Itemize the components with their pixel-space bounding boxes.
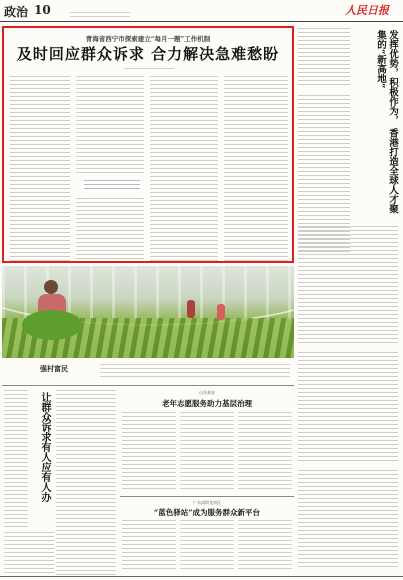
right-headline-line2: 香港打造全球人才聚集的“新高地” — [375, 30, 398, 214]
bottom-left-headline: 让群众诉求有人应有人办 — [39, 392, 50, 502]
section-rule — [2, 385, 294, 386]
photo-farm — [2, 266, 294, 358]
middle2-headline: “蓝色驿站”成为服务群众新平台 — [153, 508, 261, 517]
lead-headline: 及时回应群众诉求 合力解决急难愁盼 — [16, 45, 280, 63]
farmer-figure — [32, 280, 72, 350]
lead-column-2b — [76, 198, 144, 261]
header-rule — [0, 21, 403, 22]
footer-rule — [0, 576, 403, 577]
photo-caption-title: 强村富民 — [40, 364, 68, 373]
middle-text-1 — [122, 412, 176, 492]
section-name: 政治 — [4, 5, 29, 19]
right-column-text-2 — [298, 226, 398, 346]
bottom-left-text-2 — [4, 532, 54, 574]
lead-column-1 — [10, 76, 70, 261]
middle-text-3 — [238, 412, 292, 492]
right-column-text-3 — [298, 352, 398, 462]
bottom-left-text — [56, 390, 116, 575]
middle2-text-3 — [238, 520, 292, 572]
dateline — [70, 12, 130, 17]
right-column-text-top — [298, 28, 350, 88]
middle2-text-1 — [122, 520, 176, 572]
middle2-text-2 — [180, 520, 234, 572]
lead-story-highlight — [2, 26, 294, 263]
right-headline — [352, 30, 398, 220]
page-number: 10 — [34, 3, 51, 17]
lead-column-3 — [150, 76, 218, 261]
middle2-kicker: 广东深圳龙岗区 — [193, 500, 221, 505]
byline — [124, 68, 174, 71]
middle-kicker: 山东泰安 — [199, 390, 215, 395]
masthead-logo: 人民日报 — [345, 4, 389, 17]
middle-headline: 老年志愿服务助力基层治理 — [162, 399, 252, 408]
page-header — [0, 0, 403, 22]
middle-text-2 — [180, 412, 234, 492]
right-column-text-4 — [298, 470, 398, 570]
lead-column-2 — [76, 76, 144, 176]
right-headline-line1: 发挥优势，积极作为， — [387, 30, 398, 125]
bottom-left-intro — [4, 390, 28, 530]
subhead-1 — [84, 180, 140, 194]
lead-column-4 — [224, 76, 288, 261]
photo-caption-text — [100, 364, 290, 380]
middle-rule — [120, 496, 294, 497]
lead-kicker: 青海省西宁市探索建立“每月一题”工作机制 — [85, 35, 211, 43]
